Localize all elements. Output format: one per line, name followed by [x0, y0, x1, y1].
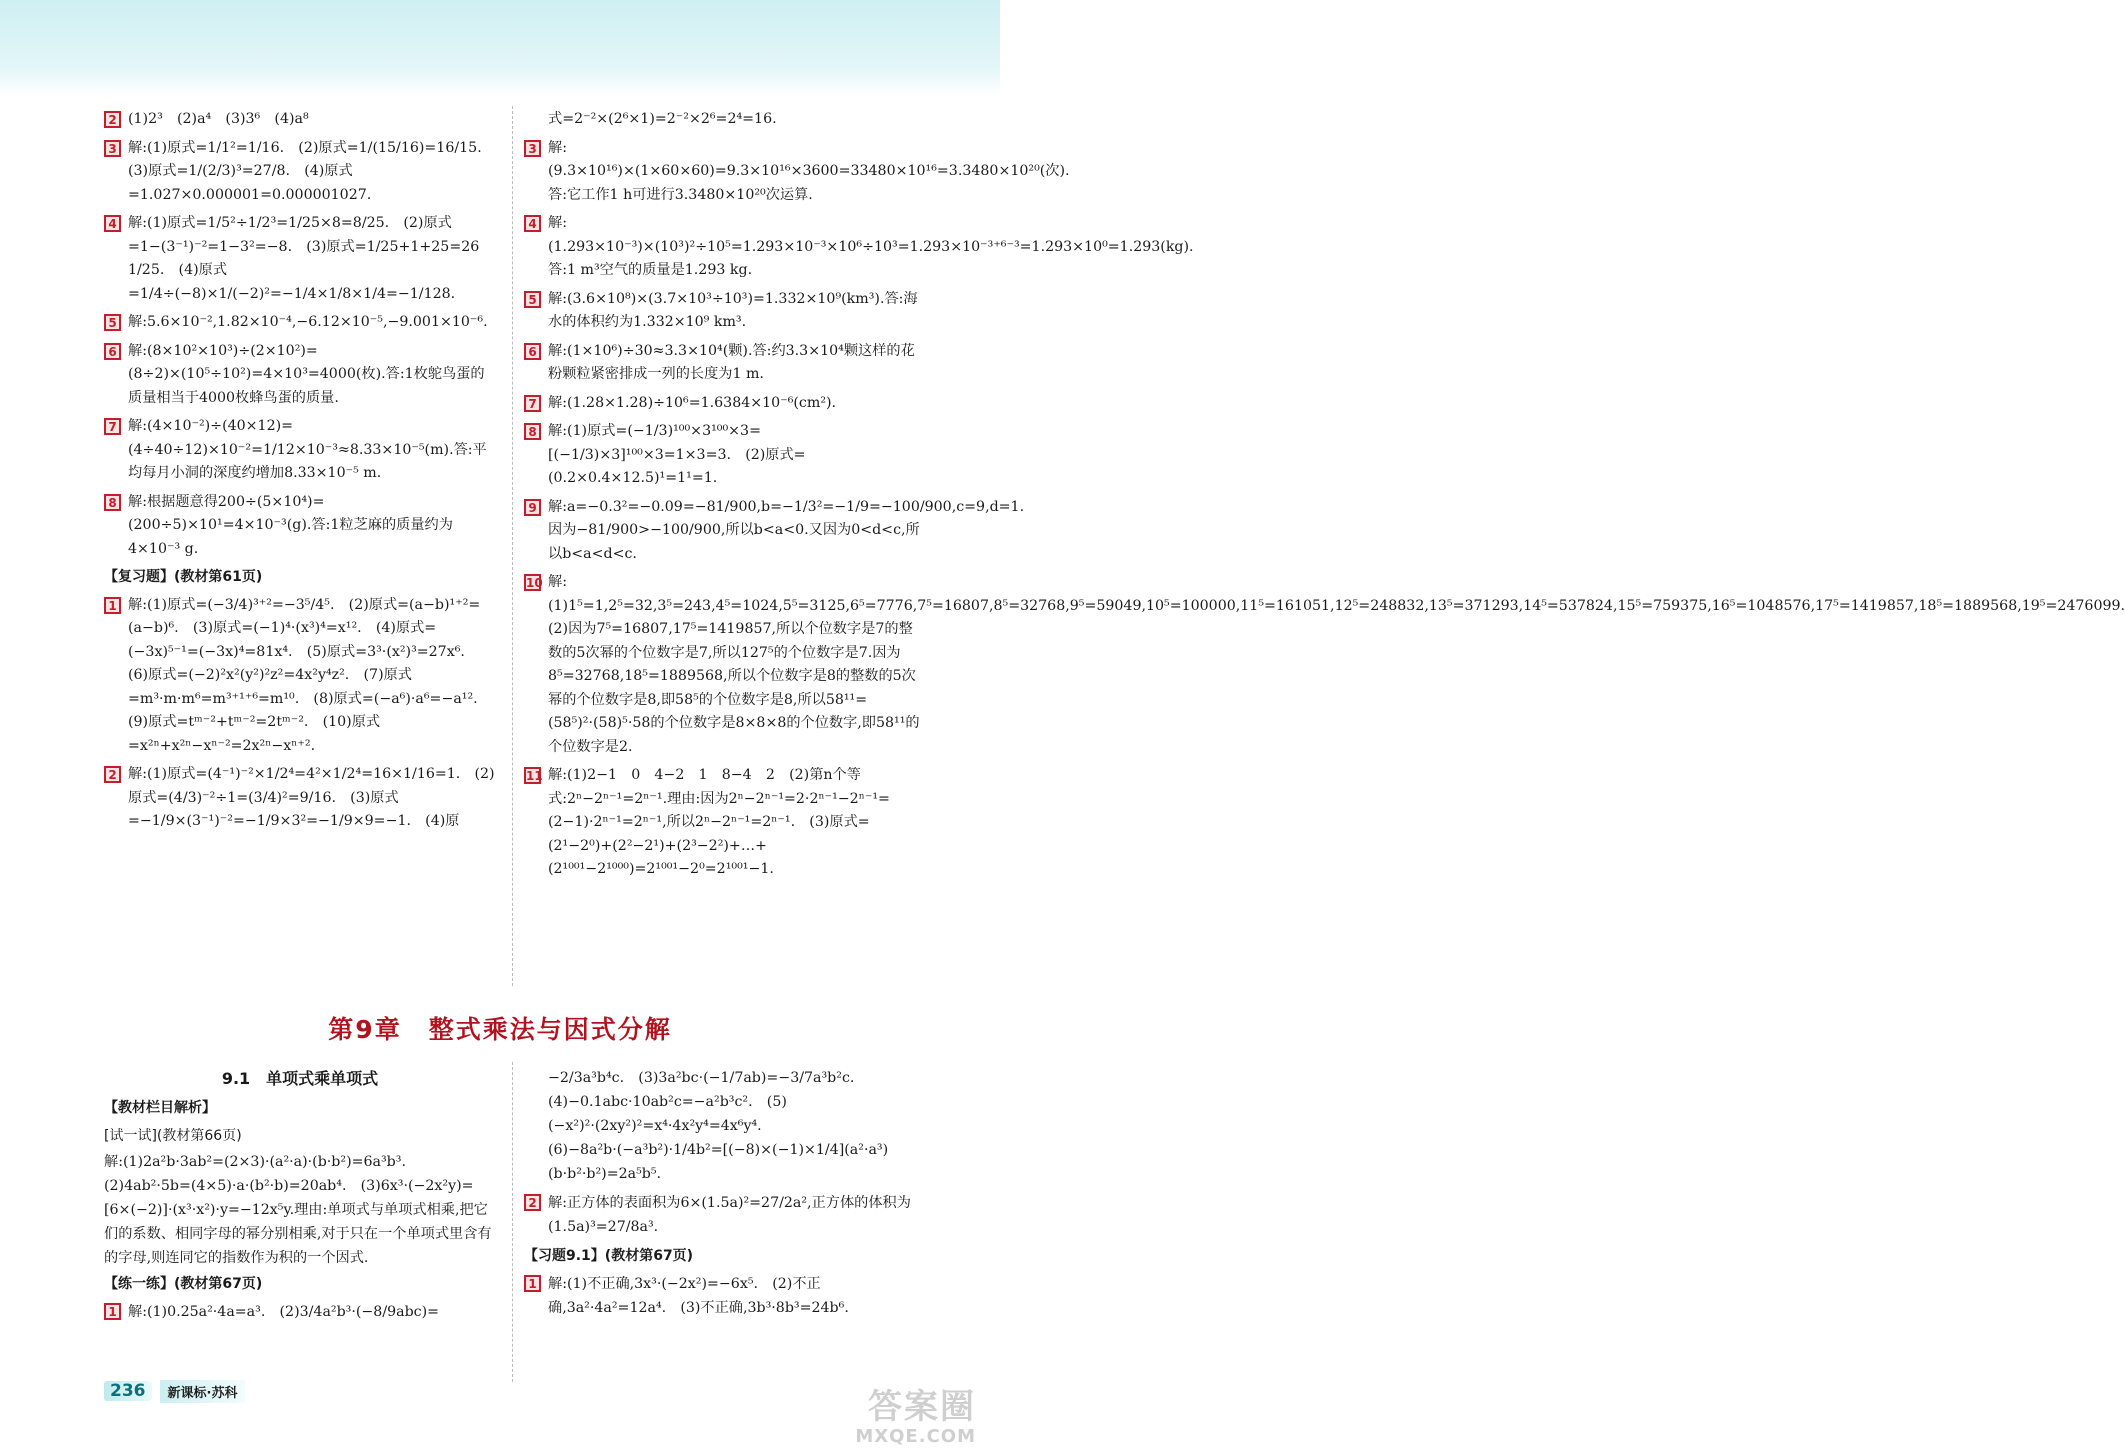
- answer-text: 解:(1)0.25a²·4a=a³. (2)3/4a²b³·(−8/9abc)=: [128, 1304, 440, 1320]
- answer-item: [524, 496, 1025, 567]
- answer-text: 解:(3.6×10⁸)×(3.7×10³÷10³)=1.332×10⁹(km³).答:海水的体积约为1.332×10⁹ km³.: [548, 290, 918, 330]
- answer-text: 解:(1)不正确,3x³·(−2x²)=−6x⁵. (2)不正确,3a²·4a²=12a⁴. (3)不正确,3b³·8b³=24b⁶.: [548, 1276, 849, 1316]
- answer-text: 解:(1×10⁶)÷30≈3.3×10⁴(颗).答:约3.3×10⁴颗这样的花粉颗粒紧密排成一列的长度为1 m.: [548, 342, 915, 382]
- practice-heading: 【练一练】(教材第67页): [104, 1276, 263, 1292]
- page-number: 236: [104, 1381, 152, 1401]
- answer-text: (1)2³ (2)a⁴ (3)3⁶ (4)a⁸: [128, 111, 309, 127]
- column-divider: [512, 1062, 513, 1382]
- page-footer: [104, 1380, 245, 1402]
- answer-item: [524, 212, 1194, 283]
- number-badge: 5: [524, 291, 541, 308]
- answer-item: [524, 392, 920, 416]
- number-badge: 8: [524, 423, 541, 440]
- answer-text: 式=2⁻²×(2⁶×1)=2⁻²×2⁶=2⁴=16.: [548, 111, 777, 127]
- edition-label: 新课标·苏科: [160, 1380, 246, 1403]
- answer-item: [104, 763, 496, 834]
- left-column: [104, 108, 496, 839]
- answer-text: 解:(1)2−1 0 4−2 1 8−4 2 (2)第n个等式:2ⁿ−2ⁿ⁻¹=2ⁿ⁻¹.理由:因为2ⁿ−2ⁿ⁻¹=2·2ⁿ⁻¹−2ⁿ⁻¹=(2−1)·2ⁿ⁻¹=2ⁿ⁻¹,所以2ⁿ−2ⁿ⁻¹=2ⁿ⁻¹. (3)原式=(2¹−2⁰)+(2²−2¹)+(2³−2²)+…+(2¹⁰⁰¹−2¹⁰⁰⁰)=2¹⁰⁰¹−2⁰=2¹⁰⁰¹−1.: [548, 767, 890, 877]
- answer-item: [104, 1300, 496, 1324]
- column-divider: [512, 106, 513, 986]
- number-badge: 6: [524, 343, 541, 360]
- answer-text: 解:(1.293×10⁻³)×(10³)²÷10⁵=1.293×10⁻³×10⁶÷10³=1.293×10⁻³⁺⁶⁻³=1.293×10⁰=1.293(kg).答:1 m³空气的质量是1.293 kg.: [548, 215, 1194, 278]
- number-badge: 10: [526, 576, 543, 590]
- header-band: [0, 0, 1000, 96]
- review-heading: 【复习题】(教材第61页): [104, 569, 263, 585]
- number-badge: 8: [104, 494, 121, 511]
- answer-item: [104, 137, 496, 208]
- section-title: 9.1 单项式乘单项式: [221, 1069, 379, 1088]
- number-badge: 3: [524, 140, 541, 157]
- number-badge: 5: [104, 314, 121, 331]
- chapter-title: 第9章 整式乘法与因式分解: [328, 1015, 672, 1044]
- number-badge: 6: [104, 343, 121, 360]
- answer-text: 解:根据题意得200÷(5×10⁴)=(200÷5)×10¹=4×10⁻³(g).答:1粒芝麻的质量约为4×10⁻³ g.: [128, 493, 453, 557]
- bottom-left-column: [104, 1094, 496, 1329]
- answer-text: −2/3a³b⁴c. (3)3a²bc·(−1/7ab)=−3/7a³b²c. (4)−0.1abc·10ab²c=−a²b³c². (5)(−x²)²·(2xy²)²=x⁴·4x²y⁴=4x⁶y⁴. (6)−8a²b·(−a³b²)·1/4b²=[(−8)×(−1)×1/4](a²·a³)(b·b²·b²)=2a⁵b⁵.: [548, 1070, 889, 1182]
- watermark-logo-text: 答案圈: [868, 1387, 976, 1427]
- answer-text: 解:(4×10⁻²)÷(40×12)=(4÷40÷12)×10⁻²=1/12×10⁻³≈8.33×10⁻⁵(m).答:平均每月小洞的深度约增加8.33×10⁻⁵ m.: [128, 418, 487, 481]
- number-badge: 11: [526, 769, 543, 783]
- number-badge: 4: [104, 215, 121, 232]
- try-heading: [试一试](教材第66页): [104, 1128, 242, 1144]
- answer-text: 解:(1)1⁵=1,2⁵=32,3⁵=243,4⁵=1024,5⁵=3125,6⁵=7776,7⁵=16807,8⁵=32768,9⁵=59049,10⁵=100000,11⁵=161051,12⁵=248832,13⁵=371293,14⁵=537824,15⁵=759375,16⁵=1048576,17⁵=1419857,18⁵=1889568,19⁵=2476099. (2)因为7⁵=16807,17⁵=1419857,所以个位数字是7的整数的5次幂的个位数字是7,所以127⁵的个位数字是7.因为8⁵=32768,18⁵=1889568,所以个位数字是8的整数的5次幂的个位数字是8,即58⁵的个位数字是8,所以58¹¹=(58⁵)²·(58)⁵·58的个位数字是8×8×8的个位数字,即58¹¹的个位数字是2.: [548, 574, 2125, 755]
- answer-item: [524, 288, 920, 335]
- answer-item: [524, 1066, 920, 1186]
- answer-item: [524, 1272, 920, 1320]
- answer-item: [104, 415, 496, 486]
- exercise-heading: 【习题9.1】(教材第67页): [524, 1248, 694, 1264]
- number-badge: 7: [104, 418, 121, 435]
- answer-item: [104, 108, 496, 132]
- answer-text: 解:5.6×10⁻²,1.82×10⁻⁴,−6.12×10⁻⁵,−9.001×10⁻⁶.: [128, 314, 488, 330]
- answer-text: 解:(1)原式=1/5²÷1/2³=1/25×8=8/25. (2)原式=1−(3⁻¹)⁻²=1−3²=−8. (3)原式=1/25+1+25=26 1/25. (4)原式=1/4÷(−8)×1/(−2)²=−1/4×1/8×1/4=−1/128.: [128, 215, 480, 302]
- answer-text: 解:(8×10²×10³)÷(2×10²)=(8÷2)×(10⁵÷10²)=4×10³=4000(枚).答:1枚鸵鸟蛋的质量相当于4000枚蜂鸟蛋的质量.: [128, 342, 485, 406]
- answer-item: [524, 420, 920, 491]
- answer-text: 解:(9.3×10¹⁶)×(1×60×60)=9.3×10¹⁶×3600=33480×10¹⁶=3.3480×10²⁰(次).答:它工作1 h可进行3.3480×10²⁰次运算.: [548, 139, 1070, 203]
- answer-text: 解:(1.28×1.28)÷10⁶=1.6384×10⁻⁶(cm²).: [548, 394, 837, 411]
- number-badge: 1: [104, 597, 121, 614]
- answer-item: [524, 1191, 920, 1239]
- answer-item: [524, 340, 920, 387]
- number-badge: 2: [104, 766, 121, 783]
- answer-item: [104, 594, 496, 759]
- answer-item: [104, 212, 496, 306]
- answer-text: 解:(1)原式=1/1²=1/16. (2)原式=1/(15/16)=16/15. (3)原式=1/(2/3)³=27/8. (4)原式=1.027×0.000001=0.000001027.: [128, 139, 496, 203]
- answer-item: [524, 571, 2125, 759]
- answer-text: 解:(1)原式=(−1/3)¹⁰⁰×3¹⁰⁰×3=[(−1/3)×3]¹⁰⁰×3=1×3=3. (2)原式=(0.2×0.4×12.5)¹=1¹=1.: [548, 423, 806, 486]
- number-badge: 7: [524, 395, 541, 412]
- answer-item: [524, 137, 1070, 208]
- number-badge: 2: [104, 111, 121, 128]
- answer-item: [104, 311, 496, 335]
- right-column: [524, 108, 2125, 887]
- answer-text: 解:正方体的表面积为6×(1.5a)²=27/2a²,正方体的体积为(1.5a)³=27/8a³.: [548, 1195, 911, 1235]
- bottom-right-column: [524, 1066, 920, 1325]
- number-badge: 3: [104, 140, 121, 157]
- answer-item: [524, 764, 920, 882]
- number-badge: 4: [524, 215, 541, 232]
- answer-item: [104, 340, 496, 411]
- number-badge: 1: [524, 1275, 541, 1292]
- answer-text: 解:(1)原式=(4⁻¹)⁻²×1/2⁴=4²×1/2⁴=16×1/16=1. (2)原式=(4/3)⁻²÷1=(3/4)²=9/16. (3)原式=−1/9×(3⁻¹)⁻²=−1/9×3²=−1/9×9=−1. (4)原: [128, 766, 495, 829]
- watermark-url: MXQE.COM: [855, 1426, 976, 1447]
- try-text: 解:(1)2a²b·3ab²=(2×3)·(a²·a)·(b·b²)=6a³b³. (2)4ab²·5b=(4×5)·a·(b²·b)=20ab⁴. (3)6x³·(−2x²y)=[6×(−2)]·(x³·x²)·y=−12x⁵y.理由:单项式与单项式相乘,把它们的系数、相同字母的幂分别相乘,对于只在一个单项式里含有的字母,则连同它的指数作为积的一个因式.: [104, 1154, 492, 1266]
- answer-item: [524, 108, 920, 132]
- number-badge: 9: [524, 499, 541, 516]
- answer-item: [104, 491, 496, 562]
- answer-text: 解:(1)原式=(−3/4)³⁺²=−3⁵/4⁵. (2)原式=(a−b)¹⁺²=(a−b)⁶. (3)原式=(−1)⁴·(x³)⁴=x¹². (4)原式=(−3x)⁵⁻¹=(−3x)⁴=81x⁴. (5)原式=3³·(x²)³=27x⁶. (6)原式=(−2)²x²(y²)²z²=4x²y⁴z². (7)原式=m³·m·m⁶=m³⁺¹⁺⁶=m¹⁰. (8)原式=(−a⁶)·a⁶=−a¹². (9)原式=tᵐ⁻²+tᵐ⁻²=2tᵐ⁻². (10)原式=x²ⁿ+x²ⁿ−xⁿ⁻²=2x²ⁿ−xⁿ⁺².: [128, 596, 492, 754]
- site-watermark: [836, 1388, 976, 1448]
- analysis-heading: 【教材栏目解析】: [104, 1100, 216, 1116]
- number-badge: 1: [104, 1303, 121, 1320]
- number-badge: 2: [524, 1194, 541, 1211]
- answer-text: 解:a=−0.3²=−0.09=−81/900,b=−1/3²=−1/9=−100/900,c=9,d=1.因为−81/900>−100/900,所以b<a<0.又因为0<d<c,所以b<a<d<c.: [548, 498, 1025, 562]
